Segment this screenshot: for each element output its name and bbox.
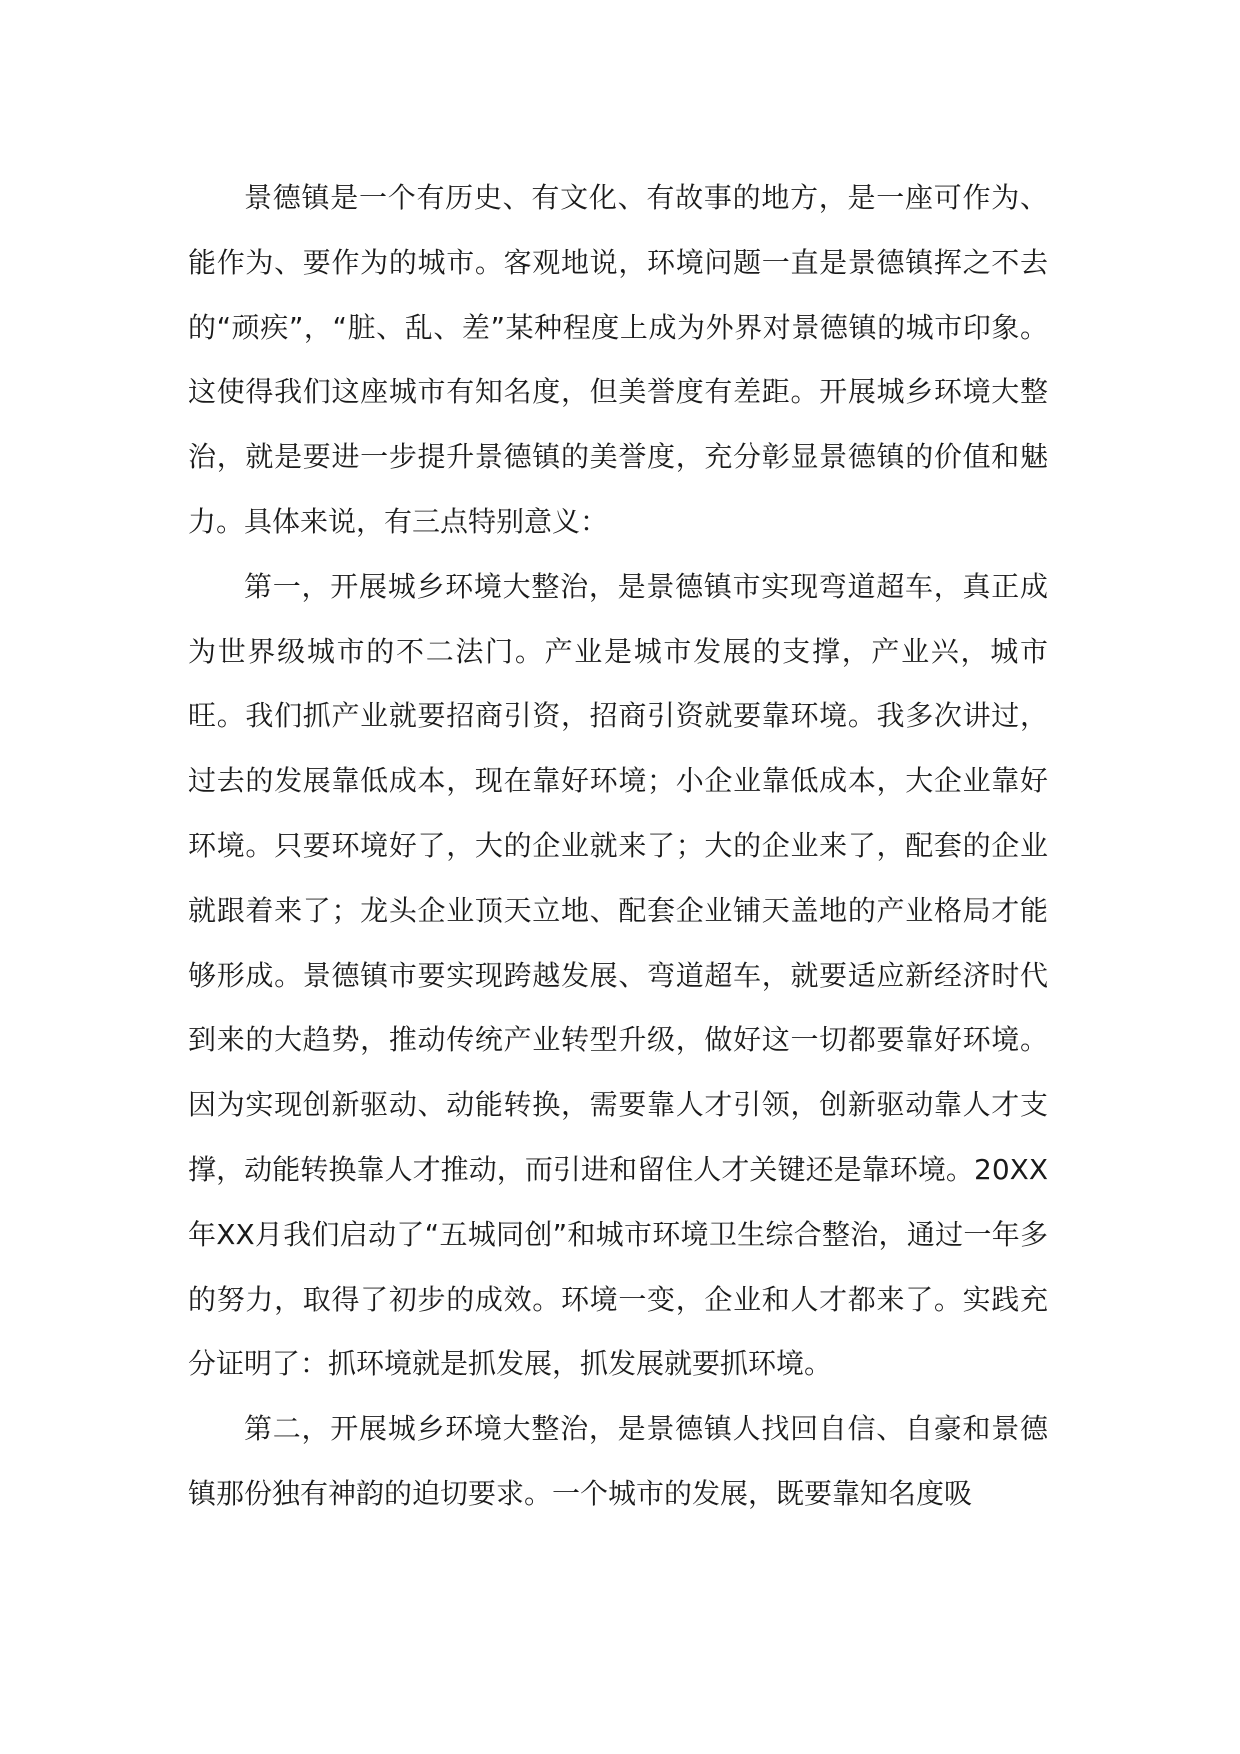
document-page [188,166,1048,1527]
paragraph-first-point: 第一，开展城乡环境大整治，是景德镇市实现弯道超车，真正成为世界级城市的不二法门。产业是城市发展的支撑，产业兴，城市旺。我们抓产业就要招商引资，招商引资就要靠环境。我多次讲过，过去的发展靠低成本，现在靠好环境；小企业靠低成本，大企业靠好环境。只要环境好了，大的企业就来了；大的企业来了，配套的企业就跟着来了；龙头企业顶天立地、配套企业铺天盖地的产业格局才能够形成。景德镇市要实现跨越发展、弯道超车，就要适应新经济时代到来的大趋势，推动传统产业转型升级，做好这一切都要靠好环境。因为实现创新驱动、动能转换，需要靠人才引领，创新驱动靠人才支撑，动能转换靠人才推动，而引进和留住人才关键还是靠环境。20XX年XX月我们启动了“五城同创”和城市环境卫生综合整治，通过一年多的努力，取得了初步的成效。环境一变，企业和人才都来了。实践充分证明了：抓环境就是抓发展，抓发展就要抓环境。 [188,569,1048,1381]
paragraph-second-point: 第二，开展城乡环境大整治，是景德镇人找回自信、自豪和景德镇那份独有神韵的迫切要求。一个城市的发展，既要靠知名度吸 [188,1412,1048,1510]
paragraph-intro: 景德镇是一个有历史、有文化、有故事的地方，是一座可作为、能作为、要作为的城市。客观地说，环境问题一直是景德镇挥之不去的“顽疾”，“脏、乱、差”某种程度上成为外界对景德镇的城市印象。这使得我们这座城市有知名度，但美誉度有差距。开展城乡环境大整治，就是要进一步提升景德镇的美誉度，充分彰显景德镇的价值和魅力。具体来说，有三点特别意义： [188,181,1048,538]
